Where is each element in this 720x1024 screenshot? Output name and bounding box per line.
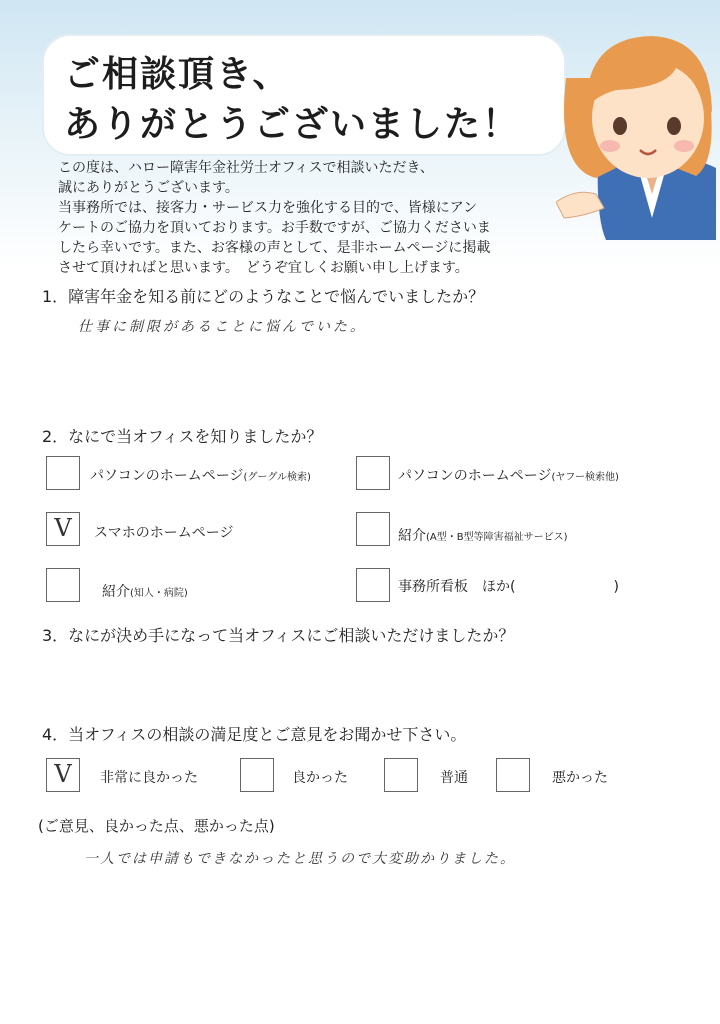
question-4: 4．当オフィスの相談の満足度とご意見をお聞かせ下さい。 <box>42 725 467 744</box>
option-signboard: 事務所看板 ほか( ) <box>398 579 619 595</box>
intro-line: 誠にありがとうございます。 <box>58 180 239 196</box>
question-2: 2．なにで当オフィスを知りましたか？ <box>42 427 323 446</box>
checkbox-pc-yahoo[interactable] <box>356 456 390 490</box>
intro-text <box>58 158 578 278</box>
option-good: 良かった <box>292 770 348 786</box>
girl-character-illustration <box>556 18 716 240</box>
option-bad: 悪かった <box>552 770 608 786</box>
intro-line: 当事務所では、接客力・サービス力を強化する目的で、皆様にアン <box>58 200 478 216</box>
option-pc-google: パソコンのホームページ(グーグル検索) <box>90 468 311 484</box>
option-very-good: 非常に良かった <box>100 770 198 786</box>
comment-handwritten-answer: 一人では申請もできなかったと思うので大変助かりました。 <box>84 851 516 867</box>
page-title-line1: ご相談頂き、 <box>64 54 291 95</box>
question-1-handwritten-answer: 仕事に制限があることに悩んでいた。 <box>78 319 367 335</box>
option-smartphone: スマホのホームページ <box>94 525 234 541</box>
checkbox-smartphone[interactable]: V <box>46 512 80 546</box>
option-referral-friend: 紹介(知人・病院) <box>102 584 188 600</box>
option-pc-yahoo: パソコンのホームページ(ヤフー検索他) <box>398 468 619 484</box>
checkbox-very-good[interactable]: V <box>46 758 80 792</box>
checkbox-normal[interactable] <box>384 758 418 792</box>
option-referral-welfare: 紹介(A型・B型等障害福祉サービス) <box>398 528 568 544</box>
intro-line: この度は、ハロー障害年金社労士オフィスで相談いただき、 <box>58 160 434 176</box>
page-title-line2: ありがとうございました！ <box>64 104 521 145</box>
option-normal: 普通 <box>440 770 468 786</box>
checkbox-referral-friend[interactable] <box>46 568 80 602</box>
intro-line: させて頂ければと思います。 どうぞ宜しくお願い申し上げます。 <box>58 260 469 276</box>
checkbox-good[interactable] <box>240 758 274 792</box>
question-3: 3．なにが決め手になって当オフィスにご相談いただけましたか？ <box>42 626 515 645</box>
question-1: 1．障害年金を知る前にどのようなことで悩んでいましたか？ <box>42 287 485 306</box>
intro-line: ケートのご協力を頂いております。お手数ですが、ご協力くださいま <box>58 220 491 236</box>
comment-label: (ご意見、良かった点、悪かった点) <box>38 817 275 835</box>
checkbox-bad[interactable] <box>496 758 530 792</box>
intro-line: したら幸いです。また、お客様の声として、是非ホームページに掲載 <box>58 240 491 256</box>
checkbox-pc-google[interactable] <box>46 456 80 490</box>
checkbox-referral-welfare[interactable] <box>356 512 390 546</box>
checkbox-signboard[interactable] <box>356 568 390 602</box>
